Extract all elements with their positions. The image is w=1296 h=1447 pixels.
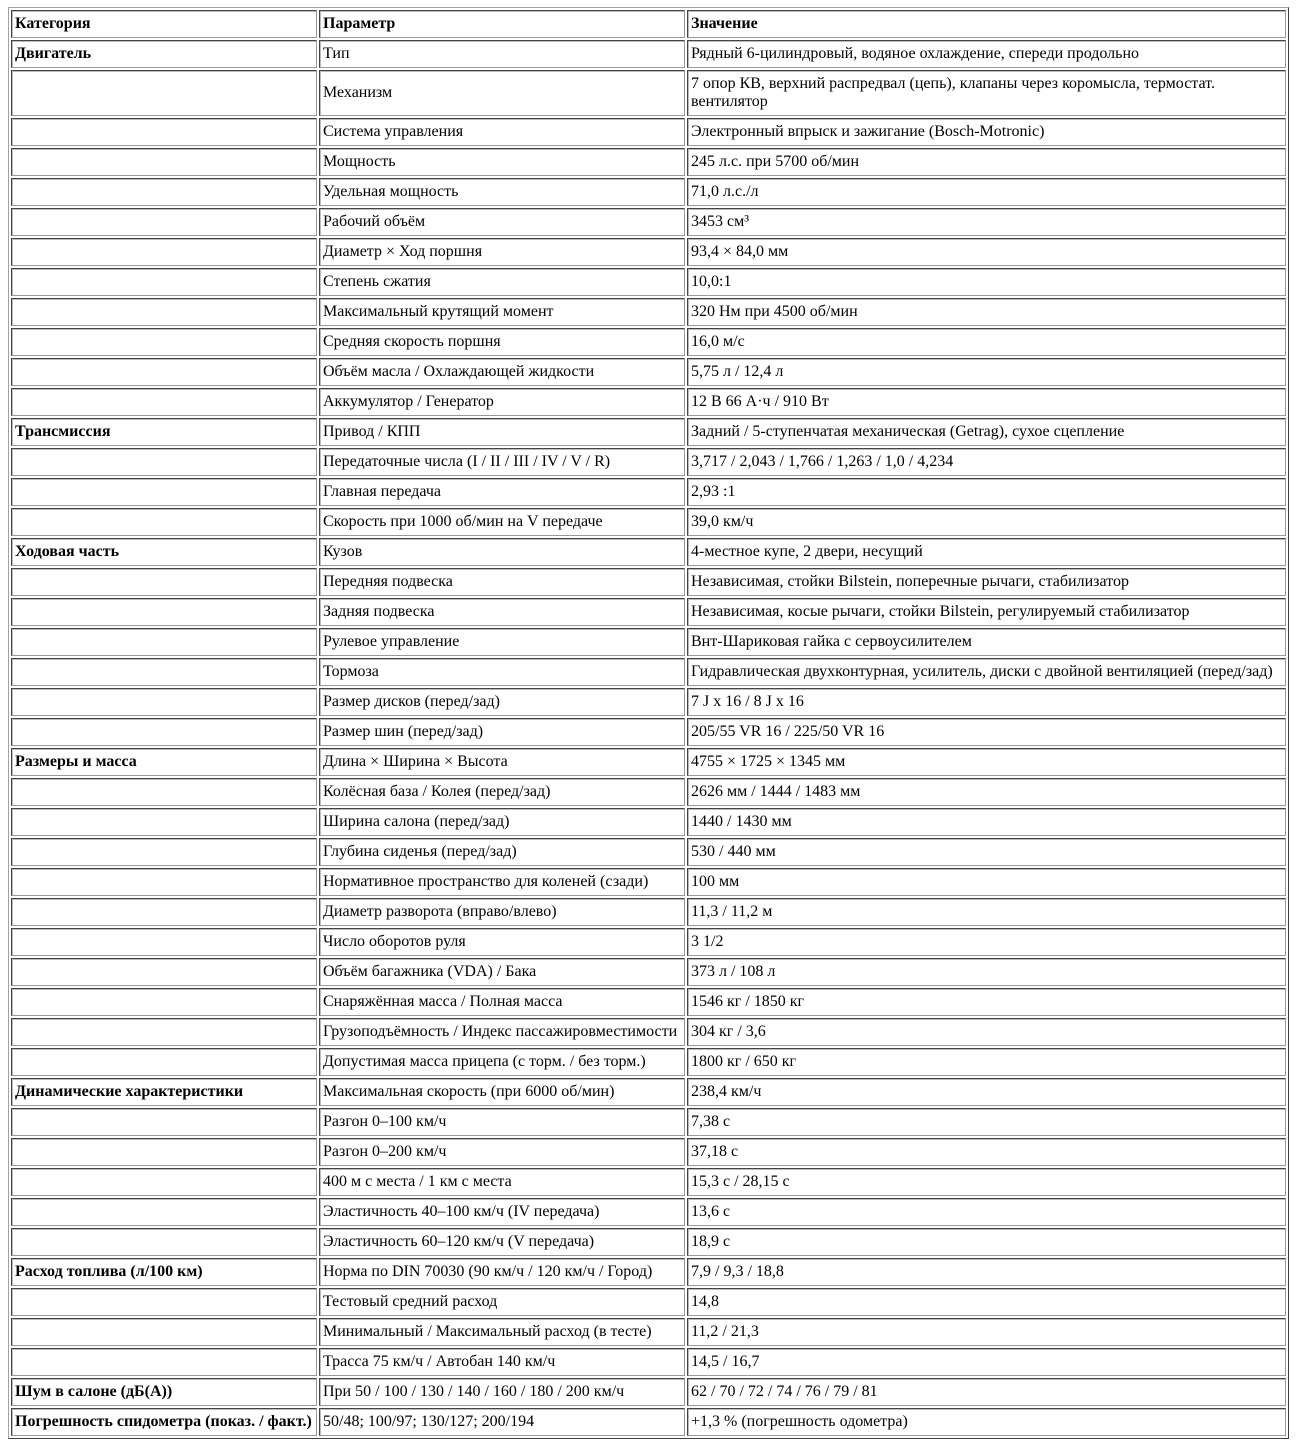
cell-value: 10,0:1: [687, 268, 1286, 296]
cell-value: 4755 × 1725 × 1345 мм: [687, 748, 1286, 776]
cell-parameter: Механизм: [319, 70, 685, 116]
cell-value: 4-местное купе, 2 двери, несущий: [687, 538, 1286, 566]
cell-parameter: Объём багажника (VDA) / Бака: [319, 958, 685, 986]
cell-parameter: Эластичность 60–120 км/ч (V передача): [319, 1228, 685, 1256]
cell-value: 14,8: [687, 1288, 1286, 1316]
table-row: [11, 958, 1286, 986]
cell-parameter: Кузов: [319, 538, 685, 566]
cell-parameter: Удельная мощность: [319, 178, 685, 206]
cell-parameter: Глубина сиденья (перед/зад): [319, 838, 685, 866]
cell-value: 320 Нм при 4500 об/мин: [687, 298, 1286, 326]
header-value: Значение: [687, 10, 1286, 38]
table-row: [11, 598, 1286, 626]
table-row: [11, 1318, 1286, 1346]
cell-category: [11, 328, 317, 356]
cell-category: [11, 1318, 317, 1346]
cell-value: 1546 кг / 1850 кг: [687, 988, 1286, 1016]
cell-category: [11, 448, 317, 476]
cell-parameter: Минимальный / Максимальный расход (в тесте): [319, 1318, 685, 1346]
cell-parameter: Допустимая масса прицепа (с торм. / без торм.): [319, 1048, 685, 1076]
cell-category: [11, 1138, 317, 1166]
table-header-row: [11, 10, 1286, 38]
cell-parameter: Тип: [319, 40, 685, 68]
cell-parameter: Грузоподъёмность / Индекс пассажировместимости: [319, 1018, 685, 1046]
cell-value: 2,93 :1: [687, 478, 1286, 506]
cell-category: [11, 718, 317, 746]
table-row: [11, 40, 1286, 68]
cell-category: [11, 298, 317, 326]
table-row: [11, 1198, 1286, 1226]
cell-category: [11, 388, 317, 416]
cell-value: 12 В 66 А·ч / 910 Вт: [687, 388, 1286, 416]
cell-category: Шум в салоне (дБ(А)): [11, 1378, 317, 1406]
header-category: Категория: [11, 10, 317, 38]
cell-parameter: Число оборотов руля: [319, 928, 685, 956]
table-row: [11, 1138, 1286, 1166]
cell-value: 3,717 / 2,043 / 1,766 / 1,263 / 1,0 / 4,234: [687, 448, 1286, 476]
cell-parameter: Передняя подвеска: [319, 568, 685, 596]
cell-parameter: Мощность: [319, 148, 685, 176]
cell-value: 62 / 70 / 72 / 74 / 76 / 79 / 81: [687, 1378, 1286, 1406]
cell-category: Расход топлива (л/100 км): [11, 1258, 317, 1286]
cell-category: [11, 178, 317, 206]
cell-value: 15,3 с / 28,15 с: [687, 1168, 1286, 1196]
table-row: [11, 1348, 1286, 1376]
cell-parameter: При 50 / 100 / 130 / 140 / 160 / 180 / 200 км/ч: [319, 1378, 685, 1406]
table-row: [11, 1378, 1286, 1406]
table-row: [11, 748, 1286, 776]
table-row: [11, 778, 1286, 806]
table-row: [11, 538, 1286, 566]
cell-parameter: Диаметр разворота (вправо/влево): [319, 898, 685, 926]
cell-value: 373 л / 108 л: [687, 958, 1286, 986]
cell-value: 245 л.с. при 5700 об/мин: [687, 148, 1286, 176]
cell-value: 238,4 км/ч: [687, 1078, 1286, 1106]
cell-parameter: Разгон 0–100 км/ч: [319, 1108, 685, 1136]
cell-value: 37,18 с: [687, 1138, 1286, 1166]
cell-category: [11, 778, 317, 806]
cell-category: [11, 688, 317, 716]
table-row: [11, 838, 1286, 866]
cell-category: Динамические характеристики: [11, 1078, 317, 1106]
cell-category: [11, 838, 317, 866]
cell-category: [11, 1168, 317, 1196]
table-row: [11, 1018, 1286, 1046]
cell-value: 11,2 / 21,3: [687, 1318, 1286, 1346]
cell-category: [11, 1228, 317, 1256]
cell-category: [11, 70, 317, 116]
cell-parameter: Система управления: [319, 118, 685, 146]
cell-value: 304 кг / 3,6: [687, 1018, 1286, 1046]
table-row: [11, 238, 1286, 266]
table-row: [11, 1048, 1286, 1076]
table-row: [11, 928, 1286, 956]
table-row: [11, 1408, 1286, 1436]
cell-parameter: Задняя подвеска: [319, 598, 685, 626]
cell-parameter: 400 м с места / 1 км с места: [319, 1168, 685, 1196]
cell-value: 71,0 л.с./л: [687, 178, 1286, 206]
cell-value: Задний / 5-ступенчатая механическая (Getrag), сухое сцепление: [687, 418, 1286, 446]
cell-value: 1440 / 1430 мм: [687, 808, 1286, 836]
cell-category: [11, 1048, 317, 1076]
cell-value: 7 J x 16 / 8 J x 16: [687, 688, 1286, 716]
cell-category: [11, 988, 317, 1016]
cell-value: 5,75 л / 12,4 л: [687, 358, 1286, 386]
cell-category: [11, 1018, 317, 1046]
cell-parameter: Объём масла / Охлаждающей жидкости: [319, 358, 685, 386]
cell-value: 13,6 с: [687, 1198, 1286, 1226]
table-row: [11, 418, 1286, 446]
cell-value: 1800 кг / 650 кг: [687, 1048, 1286, 1076]
cell-category: [11, 868, 317, 896]
cell-value: Рядный 6-цилиндровый, водяное охлаждение, спереди продольно: [687, 40, 1286, 68]
table-row: [11, 568, 1286, 596]
cell-value: 11,3 / 11,2 м: [687, 898, 1286, 926]
cell-parameter: Привод / КПП: [319, 418, 685, 446]
header-parameter: Параметр: [319, 10, 685, 38]
table-row: [11, 628, 1286, 656]
cell-value: Электронный впрыск и зажигание (Bosch-Motronic): [687, 118, 1286, 146]
table-row: [11, 688, 1286, 716]
table-row: [11, 478, 1286, 506]
cell-value: 7,38 с: [687, 1108, 1286, 1136]
table-row: [11, 508, 1286, 536]
cell-category: [11, 958, 317, 986]
table-row: [11, 658, 1286, 686]
table-row: [11, 1258, 1286, 1286]
table-row: [11, 328, 1286, 356]
cell-parameter: Ширина салона (перед/зад): [319, 808, 685, 836]
cell-category: [11, 808, 317, 836]
cell-parameter: 50/48; 100/97; 130/127; 200/194: [319, 1408, 685, 1436]
cell-parameter: Рабочий объём: [319, 208, 685, 236]
cell-category: [11, 598, 317, 626]
cell-parameter: Размер дисков (перед/зад): [319, 688, 685, 716]
cell-parameter: Диаметр × Ход поршня: [319, 238, 685, 266]
cell-category: [11, 658, 317, 686]
cell-category: [11, 148, 317, 176]
cell-category: [11, 118, 317, 146]
cell-parameter: Размер шин (перед/зад): [319, 718, 685, 746]
table-row: [11, 808, 1286, 836]
table-row: [11, 388, 1286, 416]
cell-value: Внт-Шариковая гайка с сервоусилителем: [687, 628, 1286, 656]
cell-value: 205/55 VR 16 / 225/50 VR 16: [687, 718, 1286, 746]
cell-parameter: Длина × Ширина × Высота: [319, 748, 685, 776]
cell-value: Независимая, косые рычаги, стойки Bilstein, регулируемый стабилизатор: [687, 598, 1286, 626]
table-row: [11, 448, 1286, 476]
cell-category: [11, 1198, 317, 1226]
table-row: [11, 1108, 1286, 1136]
table-row: [11, 868, 1286, 896]
cell-parameter: Передаточные числа (I / II / III / IV / V / R): [319, 448, 685, 476]
cell-parameter: Максимальная скорость (при 6000 об/мин): [319, 1078, 685, 1106]
cell-category: [11, 268, 317, 296]
cell-parameter: Нормативное пространство для коленей (сзади): [319, 868, 685, 896]
cell-parameter: Главная передача: [319, 478, 685, 506]
table-row: [11, 70, 1286, 116]
cell-category: [11, 928, 317, 956]
cell-category: [11, 898, 317, 926]
cell-category: [11, 1108, 317, 1136]
cell-parameter: Скорость при 1000 об/мин на V передаче: [319, 508, 685, 536]
cell-value: Гидравлическая двухконтурная, усилитель, диски с двойной вентиляцией (перед/зад): [687, 658, 1286, 686]
cell-value: 2626 мм / 1444 / 1483 мм: [687, 778, 1286, 806]
table-row: [11, 718, 1286, 746]
cell-category: [11, 208, 317, 236]
cell-category: [11, 358, 317, 386]
table-row: [11, 268, 1286, 296]
cell-value: 7,9 / 9,3 / 18,8: [687, 1258, 1286, 1286]
cell-value: 3453 см³: [687, 208, 1286, 236]
cell-parameter: Эластичность 40–100 км/ч (IV передача): [319, 1198, 685, 1226]
cell-category: [11, 478, 317, 506]
table-row: [11, 1168, 1286, 1196]
table-row: [11, 178, 1286, 206]
cell-value: 530 / 440 мм: [687, 838, 1286, 866]
cell-category: Трансмиссия: [11, 418, 317, 446]
cell-category: [11, 568, 317, 596]
table-row: [11, 118, 1286, 146]
cell-parameter: Тестовый средний расход: [319, 1288, 685, 1316]
cell-value: 14,5 / 16,7: [687, 1348, 1286, 1376]
cell-category: Погрешность спидометра (показ. / факт.): [11, 1408, 317, 1436]
cell-value: Независимая, стойки Bilstein, поперечные рычаги, стабилизатор: [687, 568, 1286, 596]
table-body: [11, 40, 1286, 1436]
cell-parameter: Колёсная база / Колея (перед/зад): [319, 778, 685, 806]
cell-category: [11, 508, 317, 536]
table-row: [11, 1078, 1286, 1106]
cell-value: 3 1/2: [687, 928, 1286, 956]
cell-category: [11, 628, 317, 656]
cell-parameter: Тормоза: [319, 658, 685, 686]
cell-parameter: Средняя скорость поршня: [319, 328, 685, 356]
cell-parameter: Снаряжённая масса / Полная масса: [319, 988, 685, 1016]
table-row: [11, 148, 1286, 176]
cell-parameter: Аккумулятор / Генератор: [319, 388, 685, 416]
cell-category: Двигатель: [11, 40, 317, 68]
table-row: [11, 1288, 1286, 1316]
table-row: [11, 1228, 1286, 1256]
cell-category: Размеры и масса: [11, 748, 317, 776]
spec-table: [8, 7, 1289, 1439]
cell-category: [11, 1348, 317, 1376]
cell-value: 18,9 с: [687, 1228, 1286, 1256]
table-row: [11, 898, 1286, 926]
cell-value: 7 опор КВ, верхний распредвал (цепь), клапаны через коромысла, термостат. вентилятор: [687, 70, 1286, 116]
cell-category: [11, 238, 317, 266]
cell-value: 100 мм: [687, 868, 1286, 896]
cell-value: 16,0 м/с: [687, 328, 1286, 356]
cell-parameter: Рулевое управление: [319, 628, 685, 656]
cell-category: [11, 1288, 317, 1316]
cell-value: 93,4 × 84,0 мм: [687, 238, 1286, 266]
cell-parameter: Максимальный крутящий момент: [319, 298, 685, 326]
cell-category: Ходовая часть: [11, 538, 317, 566]
table-row: [11, 988, 1286, 1016]
cell-parameter: Степень сжатия: [319, 268, 685, 296]
table-row: [11, 358, 1286, 386]
cell-parameter: Трасса 75 км/ч / Автобан 140 км/ч: [319, 1348, 685, 1376]
cell-value: 39,0 км/ч: [687, 508, 1286, 536]
cell-parameter: Разгон 0–200 км/ч: [319, 1138, 685, 1166]
table-row: [11, 208, 1286, 236]
cell-value: +1,3 % (погрешность одометра): [687, 1408, 1286, 1436]
table-row: [11, 298, 1286, 326]
cell-parameter: Норма по DIN 70030 (90 км/ч / 120 км/ч / Город): [319, 1258, 685, 1286]
